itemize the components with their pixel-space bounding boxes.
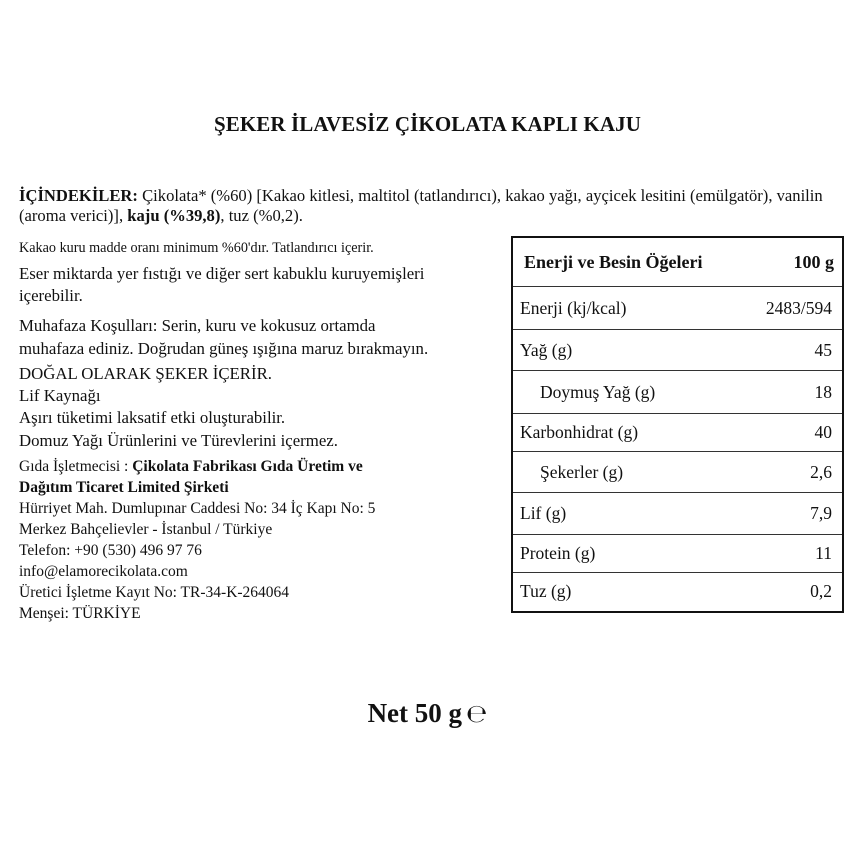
nutrition-row-sugars bbox=[513, 452, 842, 493]
nutrition-label: Doymuş Yağ (g) bbox=[540, 381, 656, 402]
natural-sugar-note: DOĞAL OLARAK ŞEKER İÇERİR. bbox=[19, 364, 272, 383]
nutrition-row-fiber bbox=[513, 493, 842, 535]
pork-free-note: Domuz Yağı Ürünlerini ve Türevlerini içermez. bbox=[19, 431, 338, 450]
producer-address-1: Hürriyet Mah. Dumlupınar Caddesi No: 34 İç Kapı No: 5 bbox=[19, 500, 376, 517]
ingredients-kaju: kaju (%39,8) bbox=[127, 206, 221, 225]
nutrition-value: 40 bbox=[814, 422, 832, 442]
storage-note-line-2: muhafaza ediniz. Doğrudan güneş ışığına maruz bırakmayın. bbox=[19, 339, 429, 358]
nutrition-value: 45 bbox=[814, 339, 832, 360]
nutrition-value: 18 bbox=[814, 381, 832, 402]
nutrition-value: 7,9 bbox=[810, 503, 832, 523]
producer-name-1: Çikolata Fabrikası Gıda Üretim ve bbox=[132, 458, 363, 475]
producer-address-2: Merkez Bahçelievler - İstanbul / Türkiye bbox=[19, 521, 273, 538]
nutrition-label: Tuz (g) bbox=[520, 581, 572, 601]
allergen-note-line-1: Eser miktarda yer fıstığı ve diğer sert kabuklu kuruyemişleri bbox=[19, 264, 425, 283]
nutrition-label: Protein (g) bbox=[520, 543, 596, 563]
nutrition-value: 11 bbox=[815, 543, 832, 563]
origin-country: Menşei: TÜRKİYE bbox=[19, 605, 141, 622]
nutrition-value: 2483/594 bbox=[765, 297, 832, 318]
ingredients-label: İÇİNDEKİLER: bbox=[19, 186, 138, 205]
nutrition-row-energy bbox=[513, 287, 842, 330]
producer-registration: Üretici İşletme Kayıt No: TR-34-K-264064 bbox=[19, 584, 290, 601]
nutrition-row-saturated-fat bbox=[513, 371, 842, 414]
nutrition-row-fat bbox=[513, 330, 842, 371]
fiber-source-note: Lif Kaynağı bbox=[19, 386, 101, 405]
nutrition-label: Enerji (kj/kcal) bbox=[520, 297, 627, 318]
nutrition-label: Şekerler (g) bbox=[540, 461, 624, 482]
laxative-warning: Aşırı tüketimi laksatif etki oluşturabilir. bbox=[19, 408, 286, 427]
nutrition-header-row bbox=[513, 238, 842, 287]
allergen-note-line-2: içerebilir. bbox=[19, 286, 83, 305]
nutrition-table bbox=[511, 236, 844, 613]
nutrition-header-label: Enerji ve Besin Öğeleri bbox=[524, 251, 703, 272]
nutrition-header-unit: 100 g bbox=[793, 251, 834, 272]
nutrition-row-carbohydrate bbox=[513, 414, 842, 452]
cocoa-note: Kakao kuru madde oranı minimum %60'dır. Tatlandırıcı içerir. bbox=[19, 240, 374, 256]
ingredients-paragraph bbox=[19, 186, 839, 226]
producer-line-1 bbox=[19, 458, 363, 476]
producer-label: Gıda İşletmecisi : bbox=[19, 458, 133, 475]
producer-email: info@elamorecikolata.com bbox=[19, 563, 188, 580]
nutrition-value: 2,6 bbox=[810, 461, 832, 482]
ingredients-text-2: , tuz (%0,2). bbox=[220, 206, 303, 225]
nutrition-label: Karbonhidrat (g) bbox=[520, 422, 639, 442]
nutrition-label: Lif (g) bbox=[520, 503, 567, 523]
nutrition-row-salt bbox=[513, 573, 842, 610]
producer-name-2: Dağıtım Ticaret Limited Şirketi bbox=[19, 479, 229, 496]
product-title: ŞEKER İLAVESİZ ÇİKOLATA KAPLI KAJU bbox=[213, 112, 641, 136]
net-weight bbox=[0, 698, 855, 729]
estimated-sign-icon: ℮ bbox=[466, 699, 488, 728]
storage-note-line-1: Muhafaza Koşulları: Serin, kuru ve kokusuz ortamda bbox=[19, 316, 376, 335]
nutrition-label: Yağ (g) bbox=[520, 339, 573, 360]
nutrition-value: 0,2 bbox=[810, 581, 832, 601]
producer-phone: Telefon: +90 (530) 496 97 76 bbox=[19, 542, 202, 559]
ingredients-text-1: Çikolata* (%60) [Kakao kitlesi, maltitol (tatlandırıcı), kakao yağı, ayçicek lesitini (emülgatör), vanilin (aroma verici)], bbox=[19, 186, 823, 225]
net-weight-label: Net 50 g bbox=[367, 698, 463, 728]
nutrition-row-protein bbox=[513, 535, 842, 573]
